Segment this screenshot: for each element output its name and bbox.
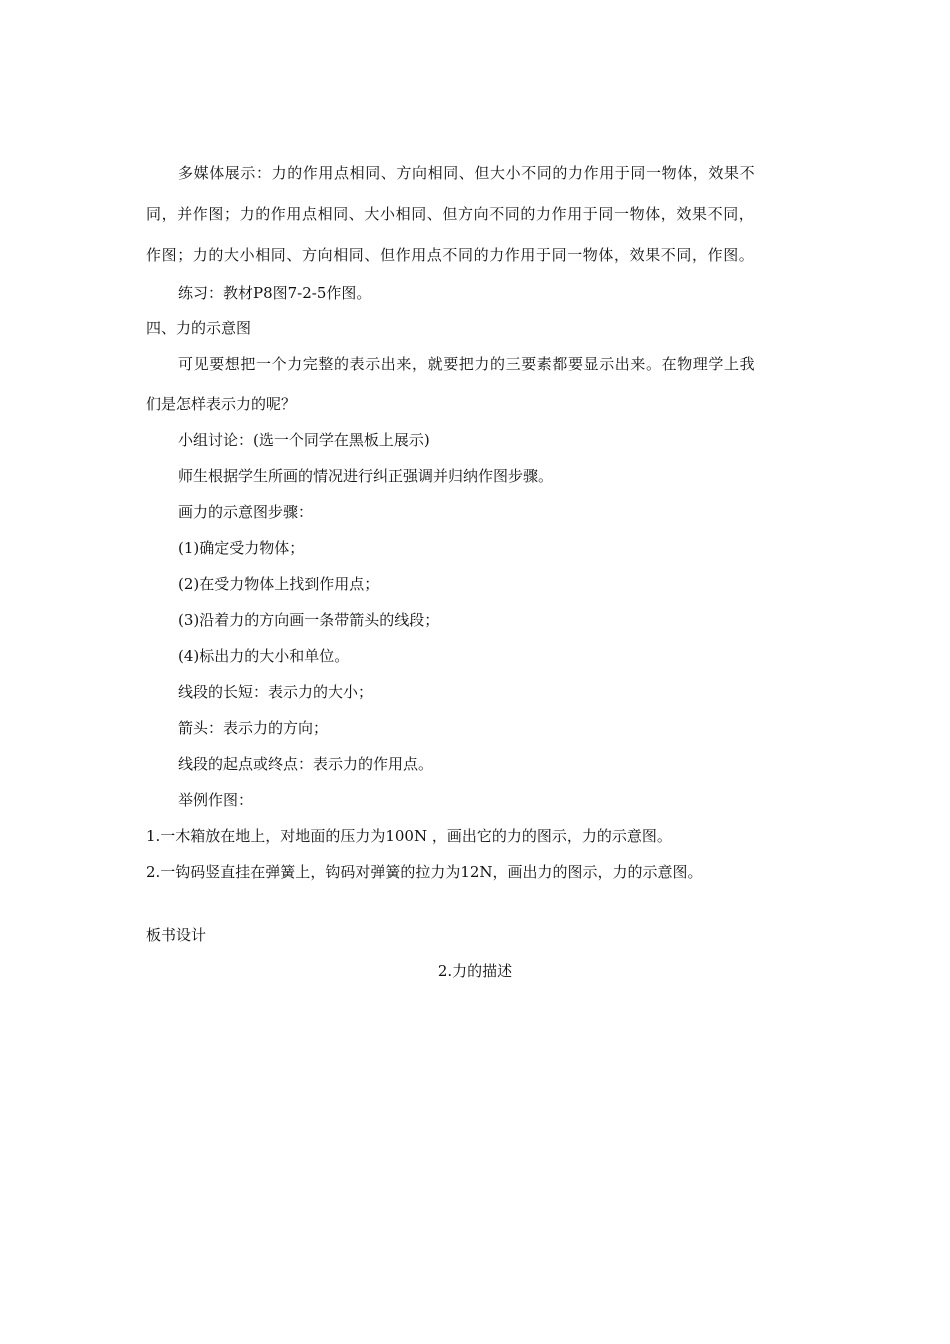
paragraph-line: 作图；力的大小相同、方向相同、但作用点不同的力作用于同一物体，效果不同，作图。 xyxy=(146,246,755,264)
definition-item: 线段的长短：表示力的大小； xyxy=(178,683,374,701)
step-item: (4)标出力的大小和单位。 xyxy=(178,647,350,665)
examples-title: 举例作图： xyxy=(178,791,254,809)
example-item: 2.一钩码竖直挂在弹簧上，钩码对弹簧的拉力为12N，画出力的图示，力的示意图。 xyxy=(146,863,703,881)
step-item: (3)沿着力的方向画一条带箭头的线段； xyxy=(178,611,440,629)
exercise-text: 练习：教材P8图7-2-5作图。 xyxy=(178,284,372,302)
definition-item: 箭头：表示力的方向； xyxy=(178,719,329,737)
board-design-label: 板书设计 xyxy=(146,926,207,944)
definition-item: 线段的起点或终点：表示力的作用点。 xyxy=(178,755,434,773)
paragraph-line: 们是怎样表示力的呢？ xyxy=(146,395,297,413)
section-heading: 四、力的示意图 xyxy=(146,319,252,337)
step-item: (2)在受力物体上找到作用点； xyxy=(178,575,380,593)
example-item: 1.一木箱放在地上，对地面的压力为100N ，画出它的力的图示，力的示意图。 xyxy=(146,827,672,845)
step-item: (1)确定受力物体； xyxy=(178,539,305,557)
board-title: 2.力的描述 xyxy=(437,962,513,980)
paragraph-line: 同，并作图；力的作用点相同、大小相同、但方向不同的力作用于同一物体，效果不同， xyxy=(146,205,755,223)
steps-title: 画力的示意图步骤： xyxy=(178,503,314,521)
paragraph-line: 多媒体展示：力的作用点相同、方向相同、但大小不同的力作用于同一物体，效果不 xyxy=(178,164,756,182)
group-discussion-text: 小组讨论：(选一个同学在黑板上展示) xyxy=(178,431,430,449)
teacher-student-text: 师生根据学生所画的情况进行纠正强调并归纳作图步骤。 xyxy=(178,467,554,485)
paragraph-line: 可见要想把一个力完整的表示出来，就要把力的三要素都要显示出来。在物理学上我 xyxy=(178,355,756,373)
